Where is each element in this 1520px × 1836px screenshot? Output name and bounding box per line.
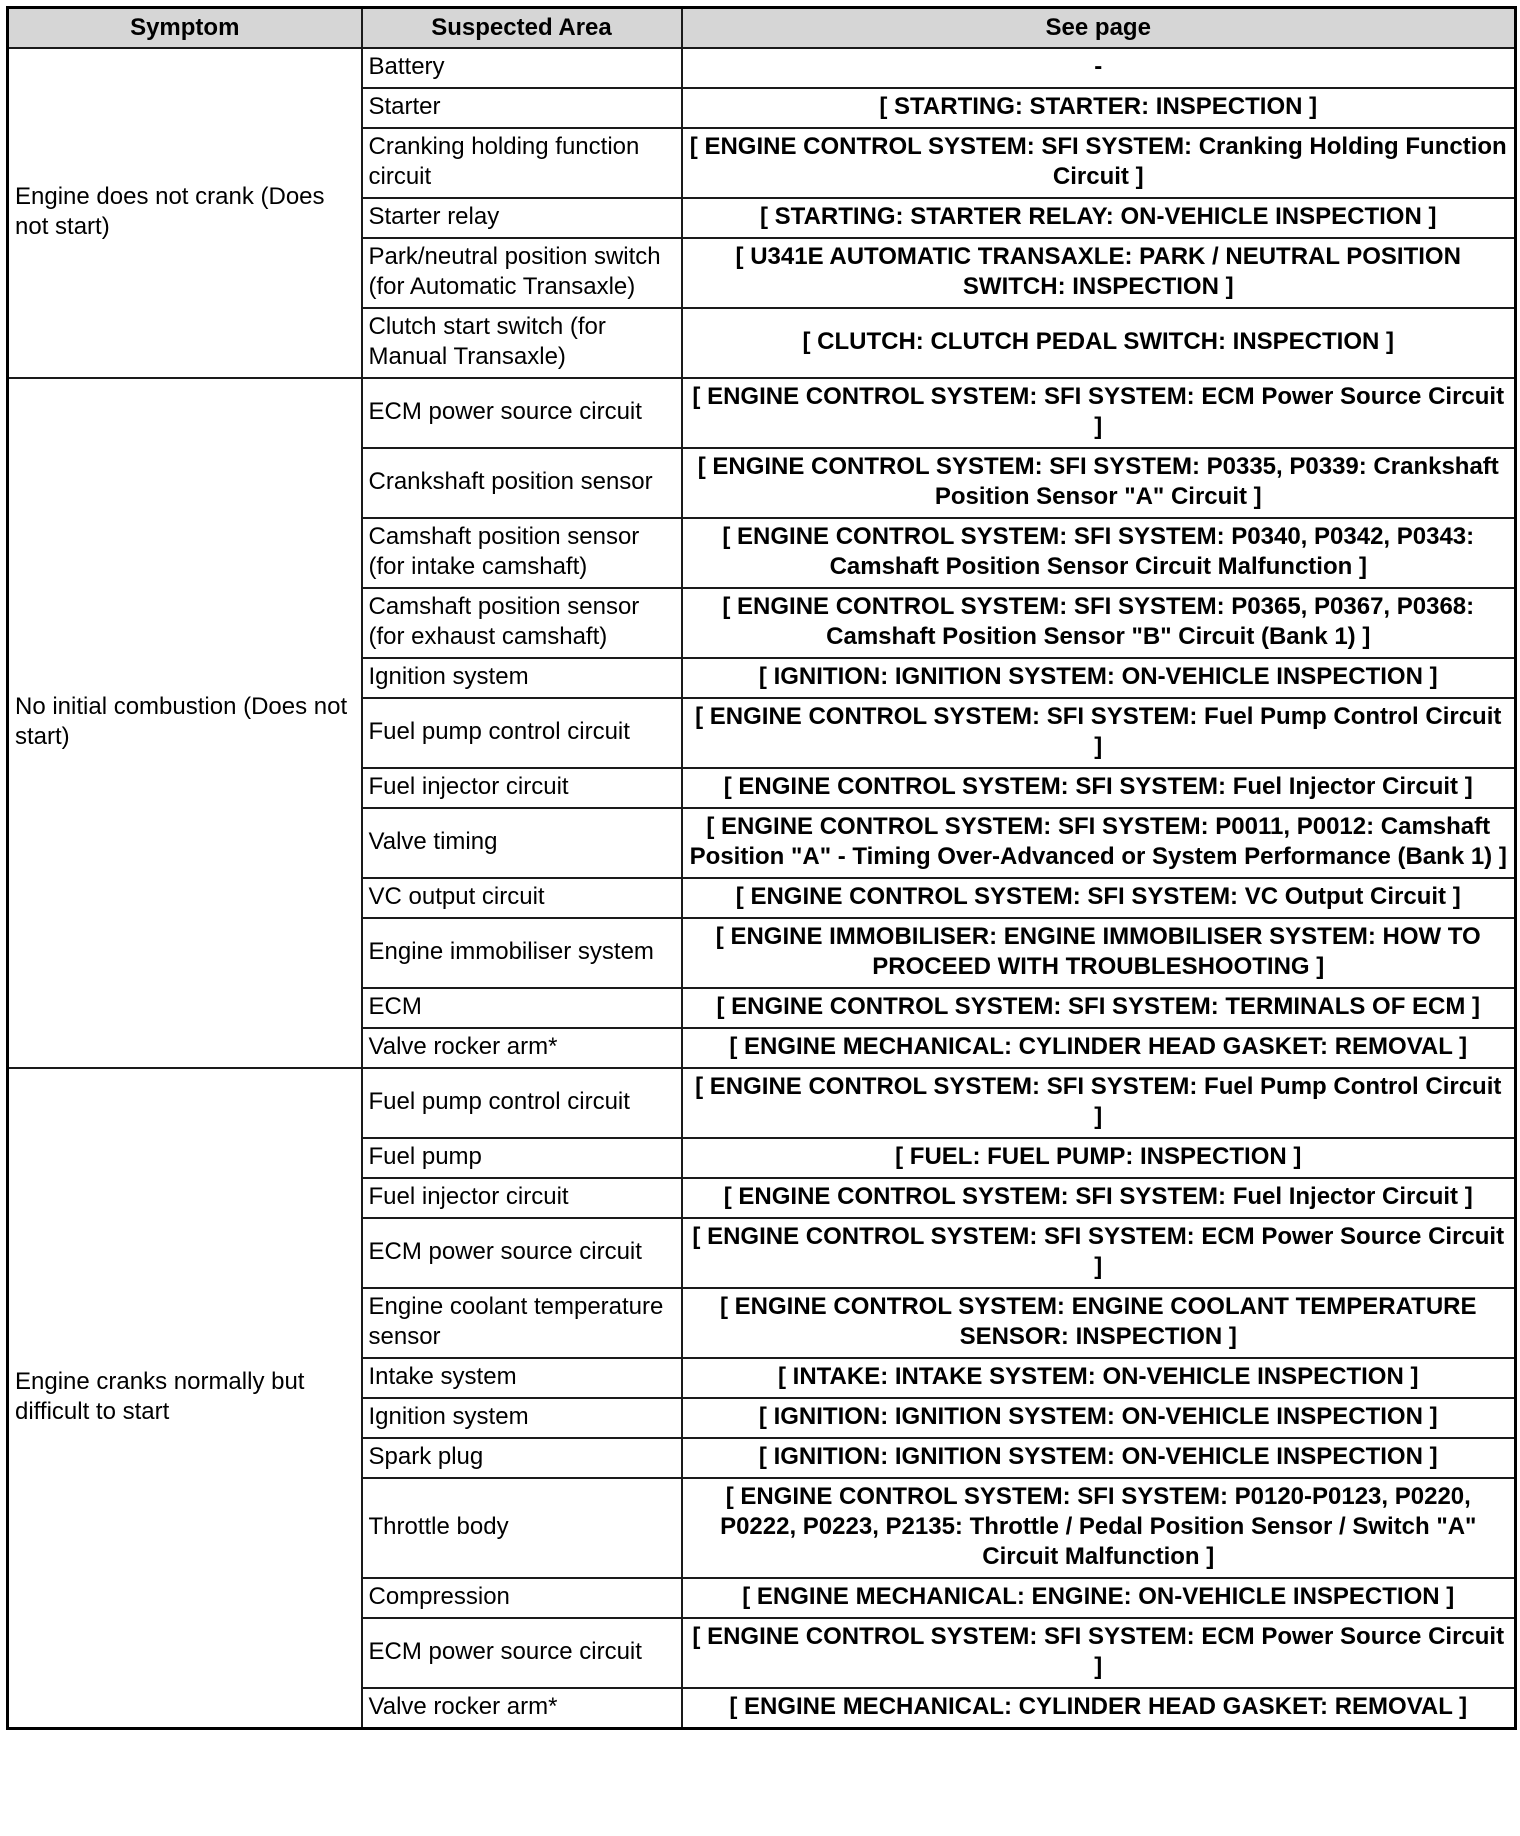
table-row [8,1068,1516,1138]
suspected-area-cell: ECM [362,988,682,1028]
suspected-area-cell: Engine coolant temperature sensor [362,1288,682,1358]
suspected-area-cell: Battery [362,48,682,88]
suspected-area-cell: Fuel pump [362,1138,682,1178]
troubleshooting-table-container [6,6,1514,1730]
table-header [8,8,1516,49]
suspected-area-cell: Fuel injector circuit [362,1178,682,1218]
see-page-reference: [ ENGINE CONTROL SYSTEM: SFI SYSTEM: Fuel Pump Control Circuit ] [682,1068,1516,1138]
see-page-reference: [ ENGINE CONTROL SYSTEM: SFI SYSTEM: Fuel Injector Circuit ] [682,768,1516,808]
see-page-reference: [ ENGINE CONTROL SYSTEM: SFI SYSTEM: VC Output Circuit ] [682,878,1516,918]
see-page-reference: - [682,48,1516,88]
symptom-cell: Engine cranks normally but difficult to start [8,1068,362,1729]
see-page-reference: [ ENGINE CONTROL SYSTEM: SFI SYSTEM: P0365, P0367, P0368: Camshaft Position Sensor "B" Circuit (Bank 1) ] [682,588,1516,658]
see-page-reference: [ IGNITION: IGNITION SYSTEM: ON-VEHICLE INSPECTION ] [682,658,1516,698]
see-page-reference: [ ENGINE MECHANICAL: CYLINDER HEAD GASKET: REMOVAL ] [682,1688,1516,1729]
suspected-area-cell: Ignition system [362,658,682,698]
see-page-reference: [ U341E AUTOMATIC TRANSAXLE: PARK / NEUTRAL POSITION SWITCH: INSPECTION ] [682,238,1516,308]
see-page-reference: [ ENGINE CONTROL SYSTEM: SFI SYSTEM: P0335, P0339: Crankshaft Position Sensor "A" Circuit ] [682,448,1516,518]
see-page-reference: [ STARTING: STARTER: INSPECTION ] [682,88,1516,128]
symptom-cell: No initial combustion (Does not start) [8,378,362,1068]
see-page-reference: [ ENGINE CONTROL SYSTEM: SFI SYSTEM: ECM Power Source Circuit ] [682,1218,1516,1288]
suspected-area-cell: Camshaft position sensor (for exhaust camshaft) [362,588,682,658]
suspected-area-cell: Cranking holding function circuit [362,128,682,198]
see-page-reference: [ ENGINE IMMOBILISER: ENGINE IMMOBILISER SYSTEM: HOW TO PROCEED WITH TROUBLESHOOTING ] [682,918,1516,988]
see-page-reference: [ ENGINE CONTROL SYSTEM: SFI SYSTEM: Fuel Injector Circuit ] [682,1178,1516,1218]
suspected-area-cell: Camshaft position sensor (for intake camshaft) [362,518,682,588]
header-symptom: Symptom [8,8,362,49]
see-page-reference: [ ENGINE MECHANICAL: CYLINDER HEAD GASKET: REMOVAL ] [682,1028,1516,1068]
suspected-area-cell: ECM power source circuit [362,1618,682,1688]
suspected-area-cell: Park/neutral position switch (for Automatic Transaxle) [362,238,682,308]
see-page-reference: [ ENGINE MECHANICAL: ENGINE: ON-VEHICLE INSPECTION ] [682,1578,1516,1618]
see-page-reference: [ IGNITION: IGNITION SYSTEM: ON-VEHICLE INSPECTION ] [682,1398,1516,1438]
suspected-area-cell: Ignition system [362,1398,682,1438]
suspected-area-cell: Fuel injector circuit [362,768,682,808]
suspected-area-cell: Engine immobiliser system [362,918,682,988]
see-page-reference: [ ENGINE CONTROL SYSTEM: SFI SYSTEM: Cranking Holding Function Circuit ] [682,128,1516,198]
suspected-area-cell: Fuel pump control circuit [362,698,682,768]
see-page-reference: [ CLUTCH: CLUTCH PEDAL SWITCH: INSPECTION ] [682,308,1516,378]
suspected-area-cell: VC output circuit [362,878,682,918]
table-row [8,378,1516,448]
suspected-area-cell: Starter relay [362,198,682,238]
suspected-area-cell: Compression [362,1578,682,1618]
see-page-reference: [ INTAKE: INTAKE SYSTEM: ON-VEHICLE INSPECTION ] [682,1358,1516,1398]
see-page-reference: [ ENGINE CONTROL SYSTEM: SFI SYSTEM: ECM Power Source Circuit ] [682,378,1516,448]
header-row [8,8,1516,49]
header-see-page: See page [682,8,1516,49]
suspected-area-cell: ECM power source circuit [362,1218,682,1288]
see-page-reference: [ ENGINE CONTROL SYSTEM: SFI SYSTEM: Fuel Pump Control Circuit ] [682,698,1516,768]
suspected-area-cell: Starter [362,88,682,128]
see-page-reference: [ ENGINE CONTROL SYSTEM: SFI SYSTEM: P0120-P0123, P0220, P0222, P0223, P2135: Throttle / Pedal Position Sensor / Switch "A" Circuit Malfunction ] [682,1478,1516,1578]
suspected-area-cell: Crankshaft position sensor [362,448,682,518]
suspected-area-cell: Valve rocker arm* [362,1688,682,1729]
see-page-reference: [ FUEL: FUEL PUMP: INSPECTION ] [682,1138,1516,1178]
header-suspected-area: Suspected Area [362,8,682,49]
symptom-cell: Engine does not crank (Does not start) [8,48,362,378]
suspected-area-cell: Intake system [362,1358,682,1398]
see-page-reference: [ ENGINE CONTROL SYSTEM: SFI SYSTEM: P0340, P0342, P0343: Camshaft Position Sensor Circuit Malfunction ] [682,518,1516,588]
see-page-reference: [ ENGINE CONTROL SYSTEM: SFI SYSTEM: TERMINALS OF ECM ] [682,988,1516,1028]
troubleshooting-table [6,6,1517,1730]
see-page-reference: [ ENGINE CONTROL SYSTEM: SFI SYSTEM: ECM Power Source Circuit ] [682,1618,1516,1688]
suspected-area-cell: Clutch start switch (for Manual Transaxle) [362,308,682,378]
see-page-reference: [ IGNITION: IGNITION SYSTEM: ON-VEHICLE INSPECTION ] [682,1438,1516,1478]
suspected-area-cell: Spark plug [362,1438,682,1478]
table-row [8,48,1516,88]
suspected-area-cell: Valve timing [362,808,682,878]
table-body [8,48,1516,1729]
suspected-area-cell: Fuel pump control circuit [362,1068,682,1138]
suspected-area-cell: Throttle body [362,1478,682,1578]
see-page-reference: [ ENGINE CONTROL SYSTEM: SFI SYSTEM: P0011, P0012: Camshaft Position "A" - Timing Over-Advanced or System Performance (Bank 1) ] [682,808,1516,878]
see-page-reference: [ ENGINE CONTROL SYSTEM: ENGINE COOLANT TEMPERATURE SENSOR: INSPECTION ] [682,1288,1516,1358]
suspected-area-cell: Valve rocker arm* [362,1028,682,1068]
suspected-area-cell: ECM power source circuit [362,378,682,448]
see-page-reference: [ STARTING: STARTER RELAY: ON-VEHICLE INSPECTION ] [682,198,1516,238]
